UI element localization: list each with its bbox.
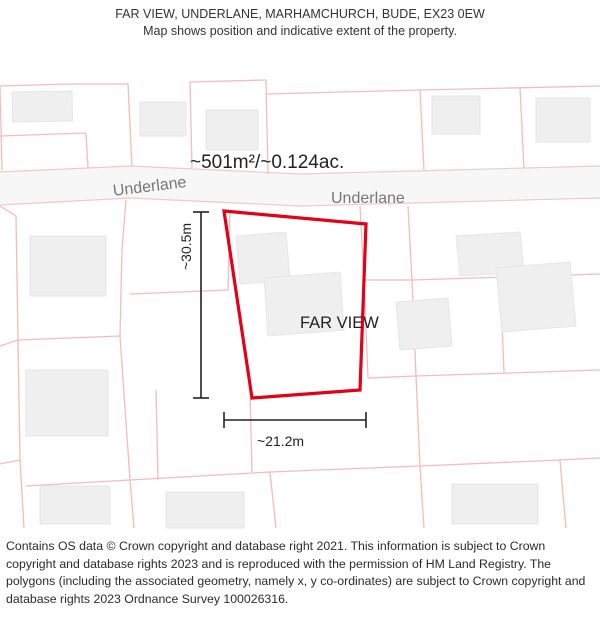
copyright-footer: Contains OS data © Crown copyright and database right 2021. This information is subject to Crown copyright and database rights 2023 and is reproduced with the permission of HM Land Registry. The polygons (including the associated geometry, namely x, y co-ordinates) are subject to Crown copyright and database rights 2023 Ordnance Survey 100026316. bbox=[6, 539, 586, 606]
dimension-height-label: ~30.5m bbox=[178, 222, 194, 270]
map-canvas[interactable] bbox=[0, 40, 600, 530]
map-vector-layer bbox=[0, 40, 600, 530]
page-subtitle: Map shows position and indicative extent of the property. bbox=[143, 24, 457, 38]
dimension-width-label: ~21.2m bbox=[257, 433, 305, 449]
map-header bbox=[0, 0, 600, 40]
road-label-underlane-left: Underlane bbox=[112, 174, 188, 200]
area-label: ~501m²/~0.124ac. bbox=[190, 152, 345, 173]
property-name-label: FAR VIEW bbox=[300, 314, 379, 332]
road-label-underlane-right: Underlane bbox=[331, 190, 405, 207]
page-title: FAR VIEW, UNDERLANE, MARHAMCHURCH, BUDE, EX23 0EW bbox=[115, 7, 485, 21]
